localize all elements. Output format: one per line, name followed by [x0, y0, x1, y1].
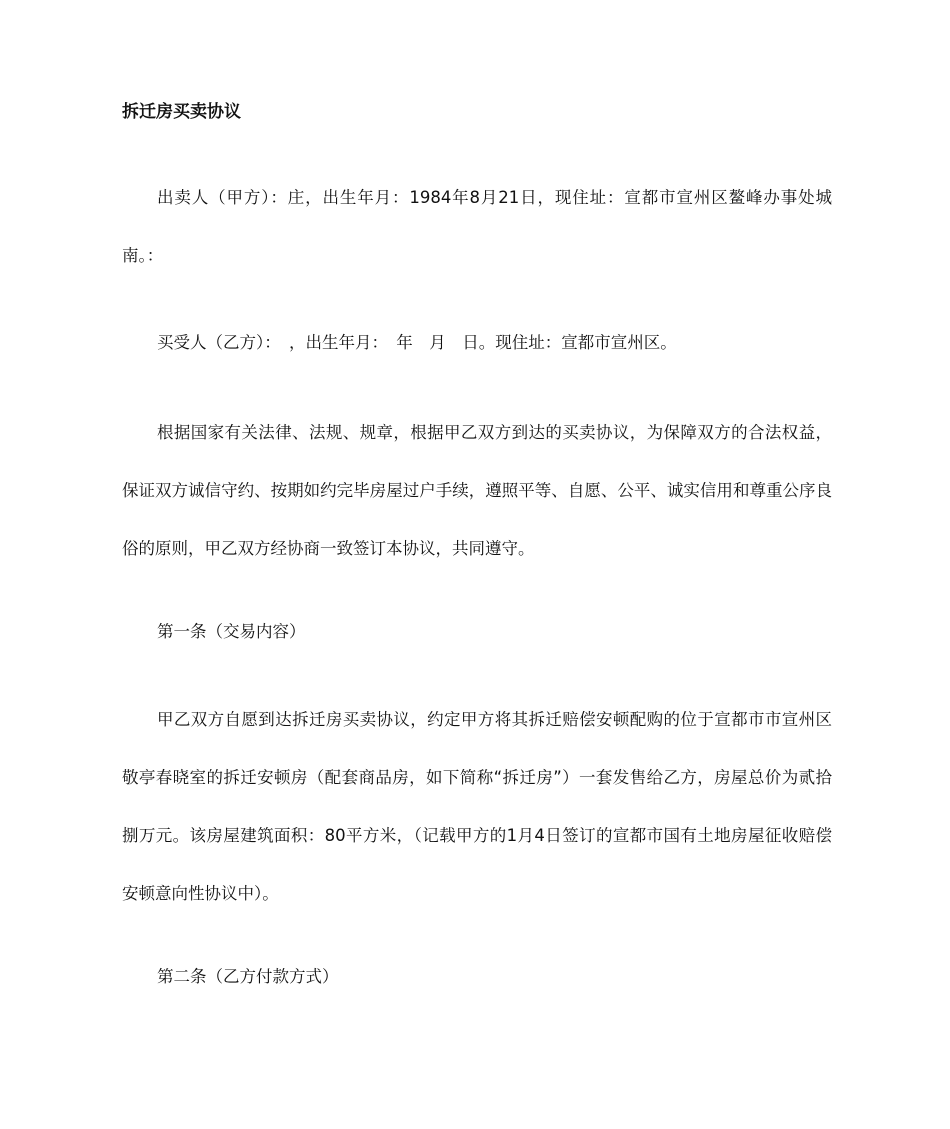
buyer-paragraph: 买受人（乙方）： ，出生年月： 年 月 日。现住址：宣都市宣州区。: [157, 333, 677, 352]
seller-paragraph: 出卖人（甲方）：庄，出生年月：1984年8月21日，现住址：宣都市宣州区鳌峰办事处城南。：: [122, 188, 832, 265]
article-1-heading: 第一条（交易内容）: [157, 622, 306, 641]
article-2-heading: 第二条（乙方付款方式）: [157, 967, 339, 986]
preamble-paragraph: 根据国家有关法律、法规、规章，根据甲乙双方到达的买卖协议，为保障双方的合法权益，保证双方诚信守约、按期如约完毕房屋过户手续，遵照平等、自愿、公平、诚实信用和尊重公序良俗的原则，甲乙双方经协商一致签订本协议，共同遵守。: [122, 423, 832, 558]
article-1-paragraph: 甲乙双方自愿到达拆迁房买卖协议，约定甲方将其拆迁赔偿安顿配购的位于宣都市市宣州区敬亭春晓室的拆迁安顿房（配套商品房，如下简称“拆迁房”）一套发售给乙方，房屋总价为贰拾捌万元。该房屋建筑面积：80平方米，（记载甲方的1月4日签订的宣都市国有土地房屋征收赔偿安顿意向性协议中）。: [122, 710, 832, 903]
document-title: 拆迁房买卖协议: [122, 102, 241, 122]
